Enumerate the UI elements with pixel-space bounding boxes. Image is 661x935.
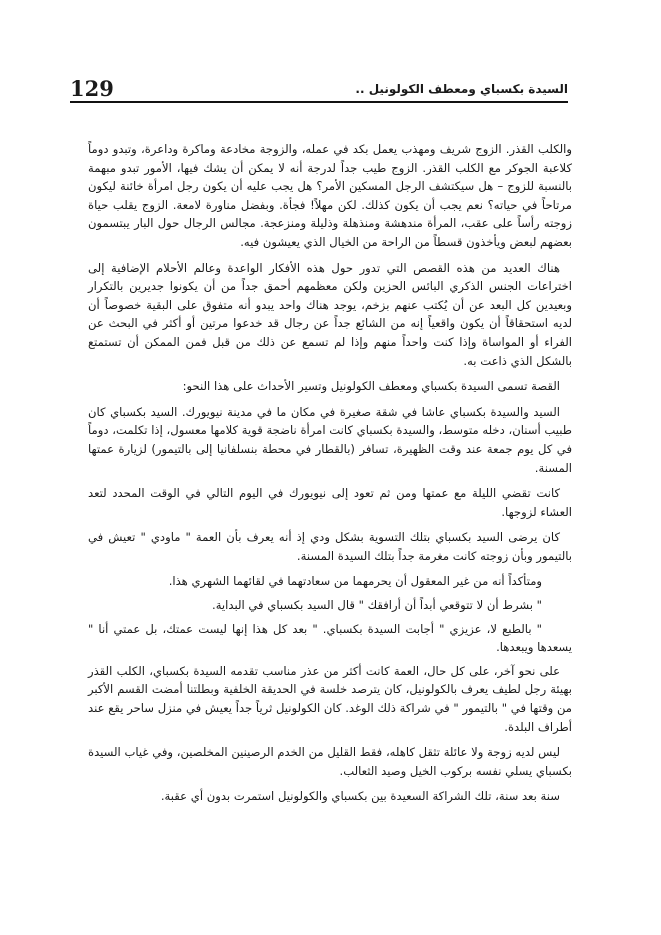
paragraph-6: كان يرضى السيد بكسباي بتلك التسوية بشكل ودي إذ أنه يعرف بأن العمة " ماودي " تعيش في بالتيمور وبأن زوجته كانت مغرمة جداً بتلك السيدة المسنة. [88, 530, 572, 563]
page-number: 129 [70, 76, 114, 101]
paragraph-11: ليس لديه زوجة ولا عائلة تثقل كاهله، فقط القليل من الخدم الرصينين المخلصين، وفي غياب السيدة بكسباي يسلي نفسه بركوب الخيل وصيد الثعالب. [88, 745, 572, 778]
paragraph-7: ومتأكداً أنه من غير المعقول أن يحرمهما من سعادتهما في لقائهما الشهري هذا. [168, 574, 542, 589]
paragraph-5: كانت تقضي الليلة مع عمتها ومن ثم تعود إلى نيويورك في اليوم التالي في الوقت المحدد لتعد العشاء لزوجها. [88, 486, 572, 519]
paragraph-9: " بالطبع لا، عزيزي " أجابت السيدة بكسباي. " بعد كل هذا إنها ليست عمتك، بل عمتي أنا " يسعدها ويبعدها. [88, 621, 572, 655]
paragraph-8: " بشرط أن لا تتوقعي أبداً أن أرافقك " قال السيد بكسباي في البداية. [212, 598, 542, 613]
paragraph-4: السيد والسيدة بكسباي عاشا في شقة صغيرة في مكان ما في مدينة نيويورك. السيد بكسباي كان طبيب أسنان، دخله متوسط، والسيدة بكسباي كانت امرأة ناضجة قوية كلامها معسول، إذا تكلمت، دوماً في كل يوم جمعة عند وقت الظهيرة، تسافر (بالقطار في محطة بنسلفانيا إلى بالتيمور) لزيارة عمتها المسنة. [88, 404, 572, 475]
paragraph-3: القصة تسمى السيدة بكسباي ومعطف الكولونيل وتسير الأحداث على هذا النحو: [182, 379, 560, 394]
paragraph-10: على نحو آخر، على كل حال، العمة كانت أكثر من عذر مناسب تقدمه السيدة بكسباي، الكلب القذر بهيئة رجل لطيف يعرف بالكولونيل، كان يترصد خلسة في الحديقة الخلفية وبطلتنا أمضت القسم الأكبر من وقتها في " بالتيمور " في شراكة ذلك الوغد. كان الكولونيل ثرياً جداً يعيش في منزل ساحر يقع عند أطراف البلدة. [88, 663, 572, 734]
body-text [88, 140, 572, 813]
running-title: السيدة بكسباي ومعطف الكولونيل .. [355, 82, 568, 96]
header-rule [70, 101, 568, 103]
paragraph-2: هناك العديد من هذه القصص التي تدور حول هذه الأفكار الواعدة وعالم الأحلام الإضافية إلى اختراعات الجنس الذكري البائس الحزين ولكن معظمهم أحمق جداً من أن يكونوا جديرين بالتكرار وبعيدين كل البعد عن أن يُكتب عنهم بزخم، يوجد هناك واحد يبدو أنه متفوق على البقية خصوصاً أن لديه استحقاقاً أن يكون واقعياً إنه من الشائع جداً عن رجال قد خدعوا مرتين أو أكثر في البحث عن الفراء أو المواساة وإذا كنت واحداً منهم وإذا لم تسمع عن ذلك من قبل فمن الممكن أن تستمتع بالشكل الذي ذاعت به. [88, 260, 572, 368]
paragraph-12: سنة بعد سنة، تلك الشراكة السعيدة بين بكسباي والكولونيل استمرت بدون أي عقبة. [160, 789, 560, 804]
running-header [70, 78, 568, 100]
paragraph-1: والكلب القذر. الزوج شريف ومهذب يعمل بكد في عمله، والزوجة مخادعة وماكرة وداعرة، وتبدو دوماً كلاعبة الجوكر مع الكلب القذر. الزوج طيب جداً لدرجة أنه لا يمكن أن يشك فيها، الأمور تبدو مبهمة بالنسبة للزوج – هل سيكتشف الرجل المسكين الأمر؟ هل يجب عليه أن يكون رجل امرأة خائنة ليكون مرتاحاً في حياته؟ نعم يجب أن يكون كذلك. لكن مهلاً! فجأة. وبفضل مناورة لامعة. الزوج يقلب حياة زوجته رأساً على عقب، المرأة مندهشة ومنذهلة وذليلة ومنزعجة. مجالس الرجال حول البار يبتسمون بعضهم لبعض ويأخذون قسطاً من الراحة من الخيال الذي يعيشون فيه. [88, 142, 572, 249]
